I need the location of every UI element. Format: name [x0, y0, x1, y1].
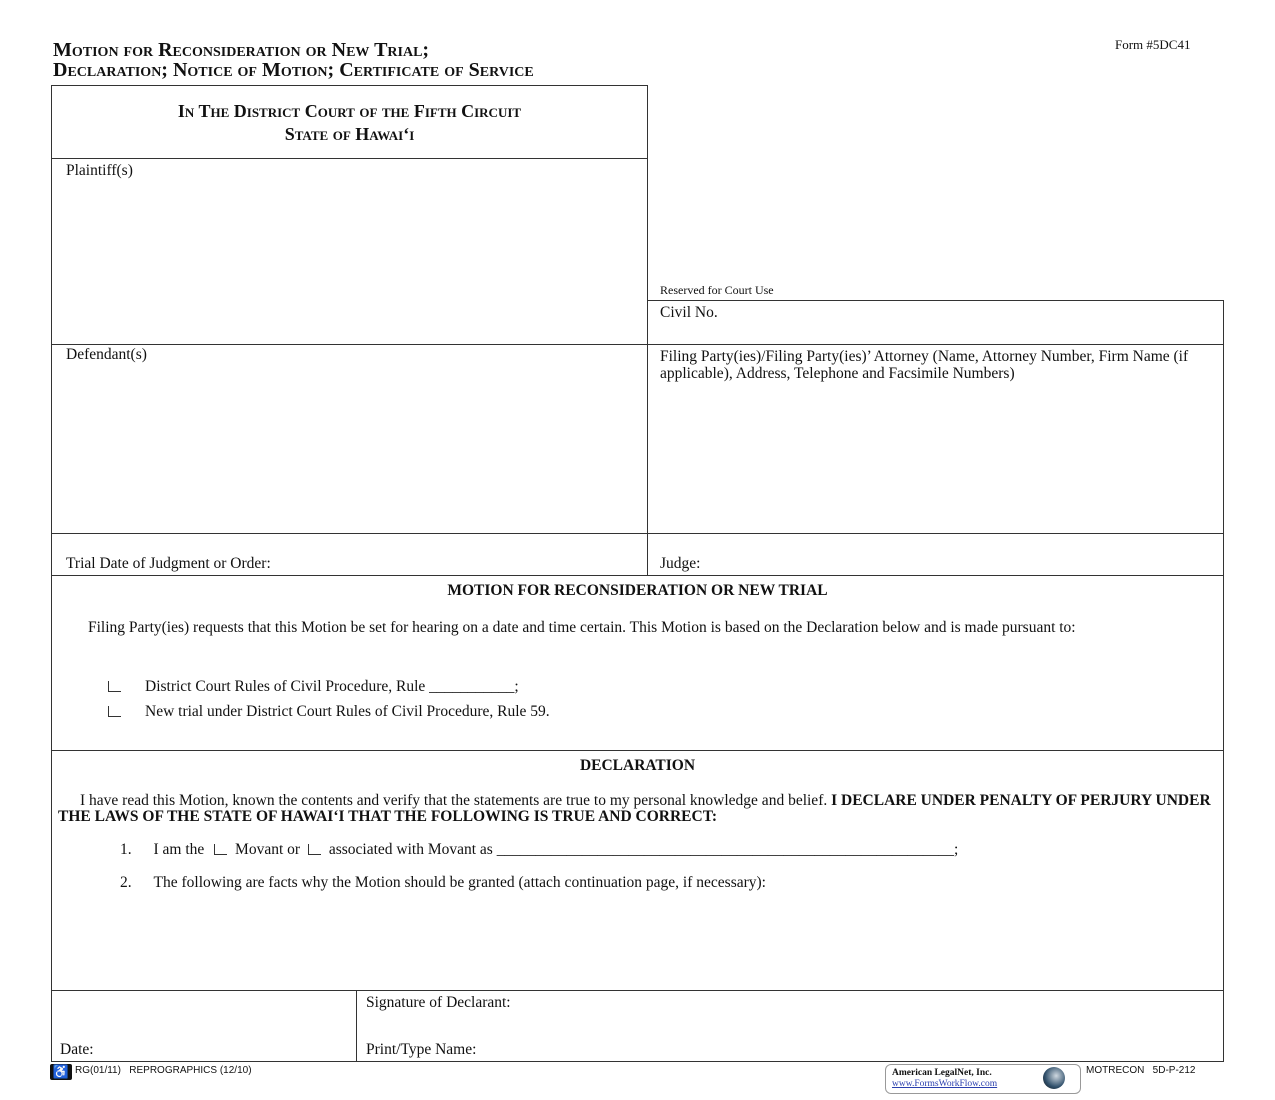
reserved-label: Reserved for Court Use [660, 283, 774, 297]
civil-no-label: Civil No. [660, 304, 718, 321]
divider [51, 85, 52, 1062]
vendor-name: American LegalNet, Inc. [892, 1068, 992, 1078]
divider [51, 990, 1224, 991]
trial-date-label: Trial Date of Judgment or Order: [66, 555, 271, 572]
signature-label: Signature of Declarant: [366, 994, 511, 1011]
divider [51, 344, 1224, 345]
divider [51, 158, 648, 159]
motion-heading: MOTION FOR RECONSIDERATION OR NEW TRIAL [447, 582, 828, 599]
option-new-trial [108, 703, 550, 721]
item-number: 1. [120, 841, 132, 858]
declaration-text: I have read this Motion, known the contents and verify that the statements are true to my personal knowledge and belief. [80, 792, 828, 809]
accessibility-icon: ♿ [50, 1064, 72, 1080]
divider [51, 1061, 1224, 1062]
divider [647, 300, 1224, 301]
divider [51, 575, 1224, 576]
checkbox-rule[interactable] [108, 681, 121, 692]
declaration-heading: DECLARATION [579, 757, 696, 774]
court-state: State of Hawai‘i [284, 124, 415, 144]
declaration-item-2 [120, 874, 766, 892]
checkbox-new-trial[interactable] [108, 706, 121, 717]
associated-label: associated with Movant as ___________________________________________________________; [328, 841, 959, 858]
movant-label: Movant or [235, 841, 301, 858]
declaration-oath: I DECLARE UNDER PENALTY OF PERJURY UNDER THE LAWS OF THE STATE OF HAWAI‘I THAT THE FOLLOWING IS TRUE AND CORRECT: [58, 792, 1211, 825]
print-name-label: Print/Type Name: [366, 1041, 477, 1058]
date-label: Date: [60, 1041, 94, 1058]
globe-logo-icon [1043, 1067, 1065, 1089]
court-name: In The District Court of the Fifth Circuit [177, 101, 522, 121]
form-number: Form #5DC41 [1115, 37, 1191, 52]
item2-text: The following are facts why the Motion should be granted (attach continuation page, if necessary): [153, 874, 766, 891]
option-rule-label: District Court Rules of Civil Procedure, Rule ___________; [145, 678, 519, 695]
item-number: 2. [120, 874, 132, 891]
form-title-line2: Declaration; Notice of Motion; Certificate of Service [53, 59, 534, 81]
declaration-item-1 [120, 841, 958, 859]
divider [51, 533, 1224, 534]
option-rule [108, 678, 519, 696]
vendor-badge [885, 1064, 1081, 1094]
plaintiffs-label: Plaintiff(s) [66, 162, 133, 179]
divider [51, 85, 648, 86]
option-new-trial-label: New trial under District Court Rules of Civil Procedure, Rule 59. [145, 703, 550, 720]
filing-party-label: Filing Party(ies)/Filing Party(ies)’ Attorney (Name, Attorney Number, Firm Name (if applicable), Address, Telephone and Facsimile Numbers) [660, 348, 1189, 382]
checkbox-associated[interactable] [308, 844, 321, 855]
divider [356, 990, 357, 1062]
judge-label: Judge: [660, 555, 701, 572]
divider [1223, 300, 1224, 1062]
divider [51, 750, 1224, 751]
footer-right: MOTRECON 5D-P-212 [1086, 1065, 1196, 1076]
checkbox-movant[interactable] [214, 844, 227, 855]
footer-left: RG(01/11) REPROGRAPHICS (12/10) [75, 1065, 252, 1076]
item1-text: I am the [153, 841, 205, 858]
vendor-link[interactable]: www.FormsWorkFlow.com [892, 1079, 998, 1089]
divider [647, 85, 648, 576]
form-title-line1: Motion for Reconsideration or New Trial; [53, 39, 430, 61]
defendants-label: Defendant(s) [66, 346, 147, 363]
declaration-body [58, 793, 1226, 825]
motion-body: Filing Party(ies) requests that this Motion be set for hearing on a date and time certain. This Motion is based on the Declaration below and is made pursuant to: [88, 619, 1076, 636]
